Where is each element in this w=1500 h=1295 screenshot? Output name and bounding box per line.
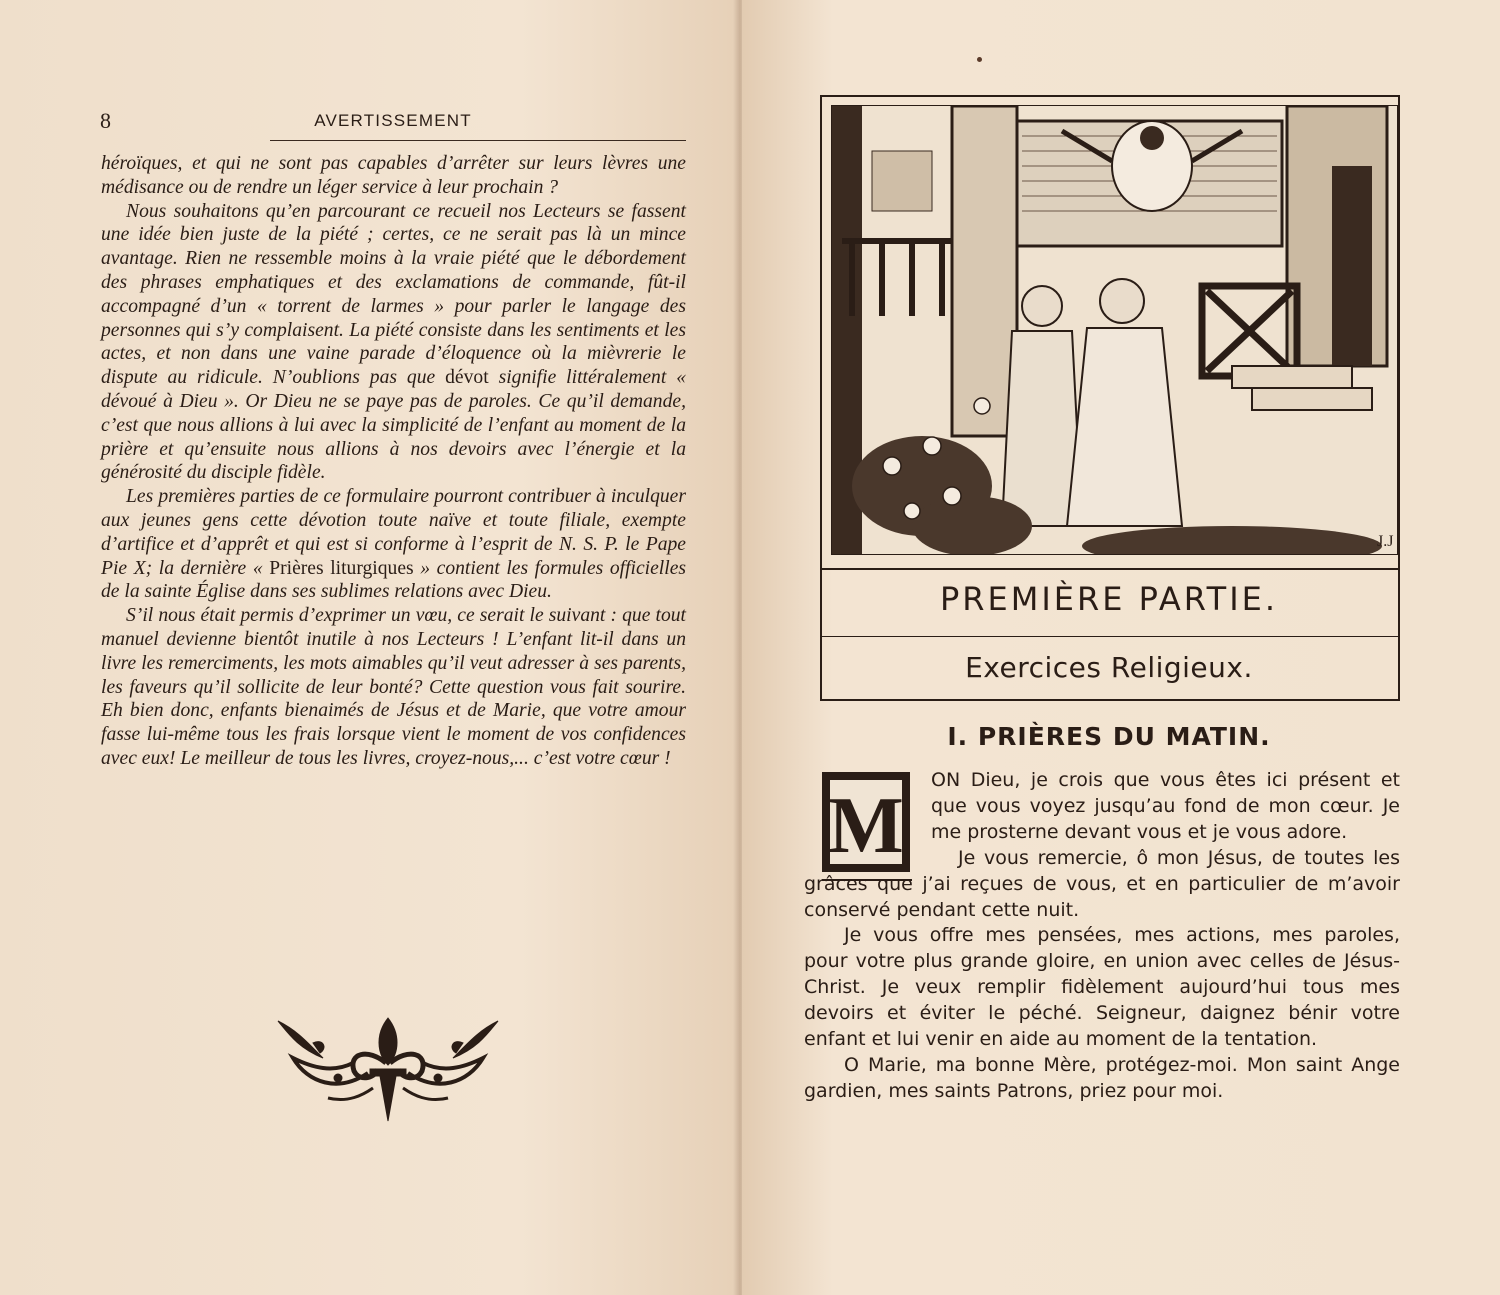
paragraph: héroïques, et qui ne sont pas capables d’arrêter sur leurs lèvres une médisance ou de rendre un léger service à leur prochain ? <box>101 153 686 198</box>
section-title: I. PRIÈRES DU MATIN. <box>947 722 1271 751</box>
morning-prayers-text <box>804 768 1400 1105</box>
paragraph: O Marie, ma bonne Mère, protégez-moi. Mon saint Ange gardien, mes saints Patrons, priez pour moi. <box>804 1053 1400 1102</box>
left-page <box>0 0 742 1295</box>
paragraph: Je vous offre mes pensées, mes actions, mes paroles, pour votre plus grande gloire, en union avec celles de Jésus-Christ. Je veux remplir fidèlement aujourd’hui tous mes devoirs et éviter le péché. Seigneur, daignez bénir votre enfant et lui venir en aide au moment de la tentation. <box>804 924 1400 1051</box>
paragraph: Je vous remercie, ô mon Jésus, de toutes les grâces que j’ai reçues de vous, et en particulier de m’avoir conservé pendant cette nuit. <box>804 846 1400 921</box>
page-number: 8 <box>100 108 111 133</box>
text-run-roman: Prières liturgiques <box>269 557 414 579</box>
dropcap-letter: M <box>828 782 904 870</box>
running-head <box>100 108 686 138</box>
text-run: » contient les formules officielles de la sainte Église dans ses sublimes relations avec Dieu. <box>101 557 687 603</box>
title-rule-top <box>820 568 1398 570</box>
fleur-de-lis-ornament <box>268 1003 508 1128</box>
paragraph <box>101 485 686 604</box>
text-run: Nous souhaitons qu’en parcourant ce recueil nos Lecteurs se fassent une idée bien juste de la piété ; certes, ce ne serait pas là un mince avantage. Rien ne ressemble moins à la vraie piété que le débordement des phrases emphatiques et des exclamations de commande, fût-il accompagné d’un « torrent de larmes » pour parler le langage des personnes qui s’y complaisent. La piété consiste dans les sentiments et les actes, et non dans une vaine parade d’éloquence où la mièvrerie le dispute au ridicule. N’oublions pas que <box>101 200 686 389</box>
ink-dot <box>977 57 982 62</box>
preface-text <box>101 152 686 771</box>
part-title: PREMIÈRE PARTIE. <box>939 580 1279 618</box>
title-rule-middle <box>820 636 1398 637</box>
paragraph: S’il nous était permis d’exprimer un vœu, ce serait le suivant : que tout manuel devienne bientôt inutile à nos Lecteurs ! L’enfant lit-il dans un livre les remerciments, les mots aimables qu’il veut adresser à ses parents, les faveurs qu’il sollicite de leur bonté? Cette question vous fait sourire. Eh bien donc, enfants bienaimés de Jésus et de Marie, que votre amour fasse lui-même tous les frais lorsque vient le moment de vos confidences avec eux! Le meilleur de tous les livres, croyez-nous,... c’est votre cœur ! <box>101 605 686 769</box>
text-run: Les premières parties de ce formulaire pourront contribuer à inculquer aux jeunes gens cette dévotion toute naïve et toute filiale, exempte d’artifice et d’apprêt et qui est si conforme à l’esprit de N. S. P. le Pape Pie X; la dernière « <box>101 486 686 579</box>
text-run: signifie littéralement « dévoué à Dieu ». Or Dieu ne se paye pas de paroles. Ce qu’il demande, c’est que nous allions à lui avec la simplicité de l’enfant au moment de la prière et qu’ensuite nous allions à nos devoirs avec l’énergie et la générosité du disciple fidèle. <box>101 367 687 484</box>
part-subtitle: Exercices Religieux. <box>965 651 1253 684</box>
paragraph <box>101 200 686 486</box>
text-run-roman: dévot <box>445 367 489 389</box>
engraving-signature: J.J <box>1377 533 1394 550</box>
header-rule <box>270 140 686 141</box>
paragraph: ON Dieu, je crois que vous êtes ici présent et que vous voyez jusqu’au fond de mon cœur. Je me prosterne devant vous et je vous adore. <box>931 769 1400 843</box>
running-title: AVERTISSEMENT <box>314 111 472 130</box>
engraving-illustration <box>831 105 1398 555</box>
engraving-scene <box>832 106 1398 555</box>
